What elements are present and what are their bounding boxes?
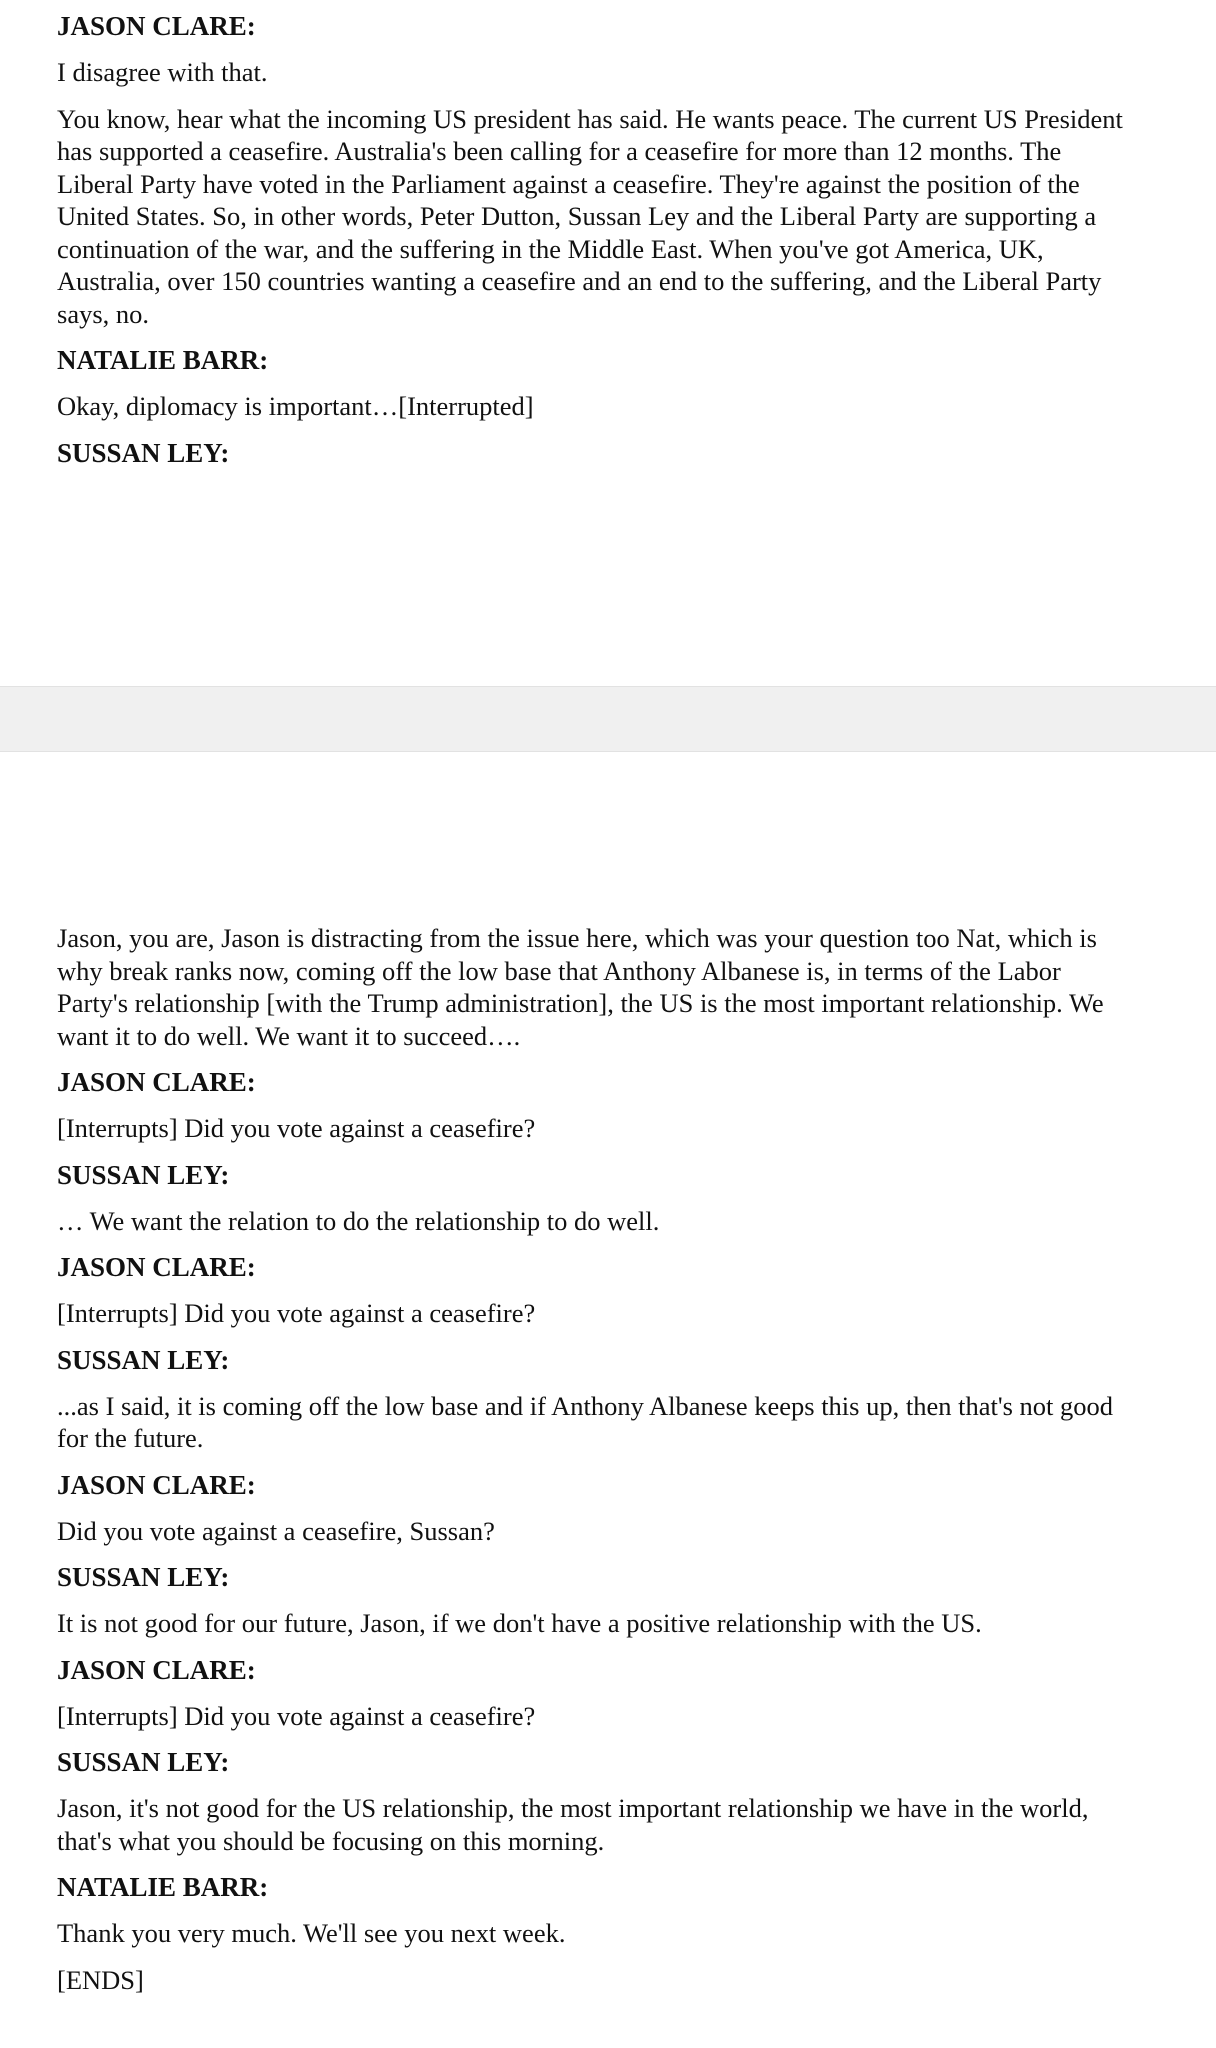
page-1-content [57,10,1137,483]
speaker-label: JASON CLARE: [57,11,256,41]
transcript-paragraph: [Interrupts] Did you vote against a ceasefire? [57,1700,536,1731]
transcript-paragraph: [Interrupts] Did you vote against a ceasefire? [57,1113,536,1143]
speaker-label: NATALIE BARR: [57,345,269,375]
page-break-divider [0,686,1216,752]
speaker-label: SUSSAN LEY: [57,437,230,468]
document-page-1 [0,0,1216,686]
document-page-2 [0,752,1216,2048]
transcript-paragraph: ...as I said, it is coming off the low base and if Anthony Albanese keeps this up, then that's not good for the future. [57,1390,1114,1453]
transcript-paragraph: Did you vote against a ceasefire, Sussan? [57,1515,495,1546]
end-marker: [ENDS] [57,1964,144,1995]
transcript-paragraph: Jason, you are, Jason is distracting from the issue here, which was your question too Nat, which is why break ranks now, coming off the low base that Anthony Albanese is, in terms of the Labor Party's relationship [with the Trump administration], the US is the most important relationship. We want it to do well. We want it to succeed…. [57,923,1104,1051]
transcript-paragraph: You know, hear what the incoming US president has said. He wants peace. The current US President has supported a ceasefire. Australia's been calling for a ceasefire for more than 12 months. The Liberal Party have voted in the Parliament against a ceasefire. They're against the position of the United States. So, in other words, Peter Dutton, Sussan Ley and the Liberal Party are supporting a continuation of the war, and the suffering in the Middle East. When you've got America, UK, Australia, over 150 countries wanting a ceasefire and an end to the suffering, and the Liberal Party says, no. [57,103,1123,329]
speaker-label: JASON CLARE: [57,1469,256,1500]
speaker-label: JASON CLARE: [57,1654,256,1685]
transcript-paragraph: I disagree with that. [57,57,268,87]
speaker-label: SUSSAN LEY: [57,1344,230,1375]
transcript-paragraph: … We want the relation to do the relationship to do well. [57,1205,660,1236]
speaker-label: JASON CLARE: [57,1067,256,1097]
speaker-label: SUSSAN LEY: [57,1159,230,1190]
transcript-paragraph: [Interrupts] Did you vote against a ceasefire? [57,1298,536,1328]
transcript-paragraph: Okay, diplomacy is important…[Interrupted] [57,391,534,421]
speaker-label: SUSSAN LEY: [57,1562,230,1592]
speaker-label: SUSSAN LEY: [57,1747,230,1777]
speaker-label: JASON CLARE: [57,1252,256,1282]
speaker-label: NATALIE BARR: [57,1872,269,1902]
transcript-paragraph: Jason, it's not good for the US relationship, the most important relationship we have in the world, that's what you should be focusing on this morning. [57,1793,1089,1856]
page-2-content [57,922,1137,2010]
transcript-paragraph: Thank you very much. We'll see you next week. [57,1918,566,1948]
transcript-paragraph: It is not good for our future, Jason, if we don't have a positive relationship with the US. [57,1608,982,1638]
